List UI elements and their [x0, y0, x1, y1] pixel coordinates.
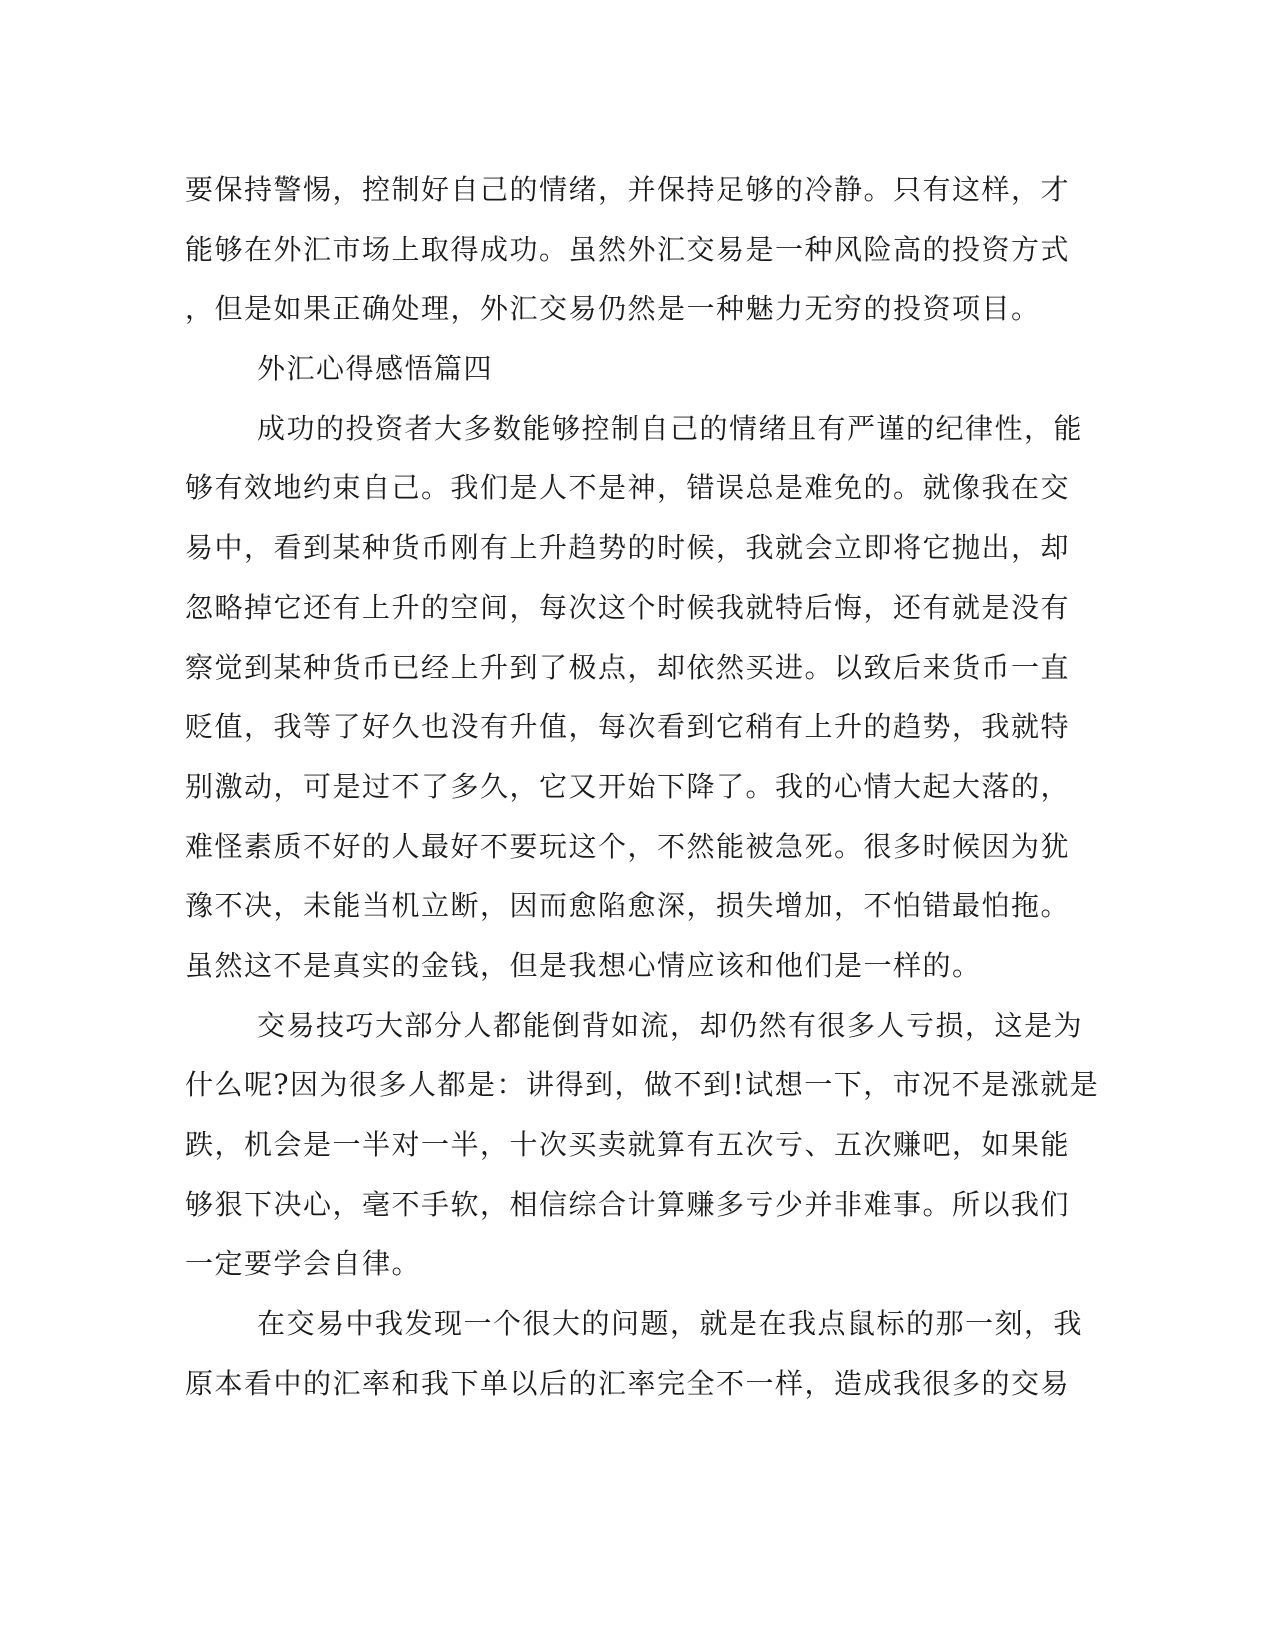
text-line: 别激动，可是过不了多久，它又开始下降了。我的心情大起大落的，	[185, 769, 1071, 803]
text-line: 能够在外汇市场上取得成功。虽然外汇交易是一种风险高的投资方式	[185, 232, 1071, 266]
paragraph-first-line: 成功的投资者大多数能够控制自己的情绪且有严谨的纪律性，能	[257, 411, 1084, 445]
paragraph-first-line: 在交易中我发现一个很大的问题，就是在我点鼠标的那一刻，我	[257, 1307, 1084, 1341]
document-body	[185, 160, 1100, 1413]
text-line: ，但是如果正确处理，外汇交易仍然是一种魅力无穷的投资项目。	[185, 292, 1041, 326]
text-line: 一定要学会自律。	[185, 1247, 422, 1281]
text-line: 豫不决，未能当机立断，因而愈陷愈深，损失增加，不怕错最怕拖。	[185, 889, 1071, 923]
paragraph-first-line: 交易技巧大部分人都能倒背如流，却仍然有很多人亏损，这是为	[257, 1008, 1084, 1042]
text-line: 贬值，我等了好久也没有升值，每次看到它稍有上升的趋势，我就特	[185, 710, 1071, 744]
text-line: 原本看中的汇率和我下单以后的汇率完全不一样，造成我很多的交易	[185, 1366, 1071, 1400]
text-line: 察觉到某种货币已经上升到了极点，却依然买进。以致后来货币一直	[185, 650, 1071, 684]
text-line: 要保持警惕，控制好自己的情绪，并保持足够的冷静。只有这样，才	[185, 173, 1071, 206]
text-line: 什么呢?因为很多人都是：讲得到，做不到!试想一下，市况不是涨就是	[185, 1068, 1100, 1102]
text-line: 虽然这不是真实的金钱，但是我想心情应该和他们是一样的。	[185, 948, 982, 982]
text-line: 够狠下决心，毫不手软，相信综合计算赚多亏少并非难事。所以我们	[185, 1187, 1071, 1221]
text-line: 跌，机会是一半对一半，十次买卖就算有五次亏、五次赚吧，如果能	[185, 1128, 1071, 1161]
section-heading: 外汇心得感悟篇四	[257, 352, 494, 386]
text-line: 难怪素质不好的人最好不要玩这个，不然能被急死。很多时候因为犹	[185, 829, 1071, 863]
text-line: 够有效地约束自己。我们是人不是神，错误总是难免的。就像我在交	[185, 471, 1071, 505]
text-line: 忽略掉它还有上升的空间，每次这个时候我就特后悔，还有就是没有	[185, 590, 1071, 624]
text-line: 易中，看到某种货币刚有上升趋势的时候，我就会立即将它抛出，却	[185, 531, 1071, 565]
